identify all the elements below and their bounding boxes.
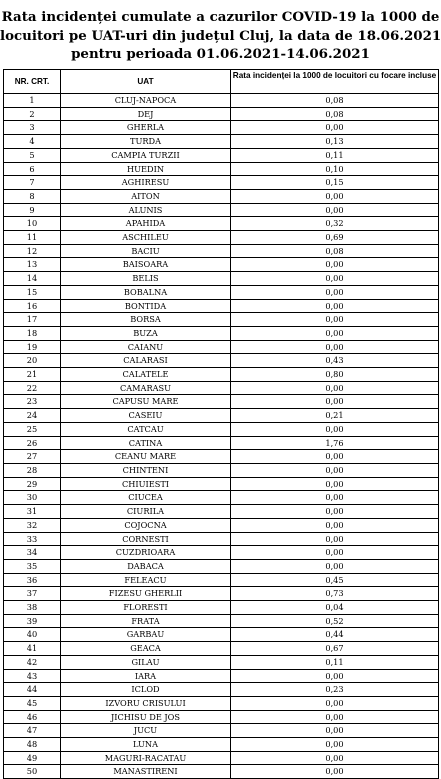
table-row — [4, 751, 439, 765]
cell-incidence-rate: 0,00 — [231, 121, 439, 135]
cell-uat: CEANU MARE — [61, 450, 231, 464]
cell-nr-crt: 15 — [4, 285, 61, 299]
cell-uat: CIUCEA — [61, 491, 231, 505]
cell-uat: CAPUSU MARE — [61, 395, 231, 409]
cell-incidence-rate: 0,00 — [231, 724, 439, 738]
cell-uat: FRATA — [61, 614, 231, 628]
table-row — [4, 272, 439, 286]
cell-nr-crt: 42 — [4, 655, 61, 669]
cell-uat: FELEACU — [61, 573, 231, 587]
cell-uat: CHIUIESTI — [61, 477, 231, 491]
cell-nr-crt: 32 — [4, 518, 61, 532]
table-row — [4, 532, 439, 546]
table-row — [4, 518, 439, 532]
cell-nr-crt: 1 — [4, 94, 61, 108]
cell-incidence-rate: 0,00 — [231, 505, 439, 519]
cell-uat: DEJ — [61, 107, 231, 121]
cell-incidence-rate: 0,00 — [231, 258, 439, 272]
cell-incidence-rate: 0,00 — [231, 189, 439, 203]
table-row — [4, 450, 439, 464]
cell-uat: JICHISU DE JOS — [61, 710, 231, 724]
cell-uat: ICLOD — [61, 683, 231, 697]
cell-nr-crt: 31 — [4, 505, 61, 519]
table-row — [4, 422, 439, 436]
cell-nr-crt: 9 — [4, 203, 61, 217]
cell-nr-crt: 36 — [4, 573, 61, 587]
cell-uat: TURDA — [61, 135, 231, 149]
title-line-1: Rata incidenței cumulate a cazurilor COVID-19 la 1000 de — [1, 9, 440, 25]
cell-uat: FIZESU GHERLII — [61, 587, 231, 601]
cell-nr-crt: 29 — [4, 477, 61, 491]
cell-incidence-rate: 0,00 — [231, 751, 439, 765]
cell-uat: BUZA — [61, 326, 231, 340]
cell-uat: GEACA — [61, 642, 231, 656]
cell-incidence-rate: 0,00 — [231, 669, 439, 683]
cell-incidence-rate: 0,32 — [231, 217, 439, 231]
cell-nr-crt: 48 — [4, 738, 61, 752]
table-row — [4, 94, 439, 108]
cell-uat: CATCAU — [61, 422, 231, 436]
table-row — [4, 587, 439, 601]
cell-nr-crt: 21 — [4, 368, 61, 382]
cell-incidence-rate: 0,00 — [231, 738, 439, 752]
cell-uat: AITON — [61, 189, 231, 203]
cell-nr-crt: 5 — [4, 148, 61, 162]
cell-nr-crt: 2 — [4, 107, 61, 121]
cell-nr-crt: 3 — [4, 121, 61, 135]
cell-uat: CLUJ-NAPOCA — [61, 94, 231, 108]
table-row — [4, 738, 439, 752]
table-row — [4, 354, 439, 368]
cell-incidence-rate: 0,08 — [231, 107, 439, 121]
table-row — [4, 203, 439, 217]
table-row — [4, 683, 439, 697]
cell-incidence-rate: 0,00 — [231, 422, 439, 436]
header-uat: UAT — [61, 70, 231, 94]
table-row — [4, 340, 439, 354]
cell-nr-crt: 34 — [4, 546, 61, 560]
cell-uat: CALARASI — [61, 354, 231, 368]
table-row — [4, 381, 439, 395]
cell-incidence-rate: 0,00 — [231, 395, 439, 409]
title-line-3: pentru perioada 01.06.2021-14.06.2021 — [71, 46, 370, 62]
table-row — [4, 436, 439, 450]
cell-nr-crt: 7 — [4, 176, 61, 190]
cell-nr-crt: 37 — [4, 587, 61, 601]
cell-incidence-rate: 0,00 — [231, 272, 439, 286]
cell-incidence-rate: 0,00 — [231, 491, 439, 505]
cell-nr-crt: 33 — [4, 532, 61, 546]
cell-uat: BONTIDA — [61, 299, 231, 313]
cell-nr-crt: 17 — [4, 313, 61, 327]
cell-uat: MAGURI-RACATAU — [61, 751, 231, 765]
cell-nr-crt: 22 — [4, 381, 61, 395]
cell-nr-crt: 27 — [4, 450, 61, 464]
table-row — [4, 135, 439, 149]
cell-incidence-rate: 0,00 — [231, 765, 439, 779]
table-row — [4, 628, 439, 642]
cell-nr-crt: 26 — [4, 436, 61, 450]
title-line-2: locuitori pe UAT-uri din județul Cluj, la data de 18.06.2021 — [0, 27, 441, 44]
cell-incidence-rate: 0,00 — [231, 326, 439, 340]
table-row — [4, 669, 439, 683]
cell-nr-crt: 8 — [4, 189, 61, 203]
cell-incidence-rate: 0,00 — [231, 381, 439, 395]
table-row — [4, 121, 439, 135]
cell-uat: BAISOARA — [61, 258, 231, 272]
cell-uat: CHINTENI — [61, 463, 231, 477]
cell-incidence-rate: 1,76 — [231, 436, 439, 450]
cell-incidence-rate: 0,00 — [231, 532, 439, 546]
table-row — [4, 696, 439, 710]
cell-incidence-rate: 0,11 — [231, 148, 439, 162]
cell-incidence-rate: 0,43 — [231, 354, 439, 368]
cell-uat: JUCU — [61, 724, 231, 738]
table-row — [4, 724, 439, 738]
cell-uat: FLORESTI — [61, 601, 231, 615]
table-row — [4, 368, 439, 382]
cell-uat: CAMARASU — [61, 381, 231, 395]
cell-uat: CAIANU — [61, 340, 231, 354]
cell-nr-crt: 18 — [4, 326, 61, 340]
table-row — [4, 765, 439, 779]
cell-nr-crt: 10 — [4, 217, 61, 231]
cell-uat: CIURILA — [61, 505, 231, 519]
cell-uat: IZVORU CRISULUI — [61, 696, 231, 710]
cell-uat: LUNA — [61, 738, 231, 752]
cell-nr-crt: 39 — [4, 614, 61, 628]
cell-incidence-rate: 0,00 — [231, 463, 439, 477]
cell-uat: AGHIRESU — [61, 176, 231, 190]
cell-incidence-rate: 0,15 — [231, 176, 439, 190]
cell-incidence-rate: 0,67 — [231, 642, 439, 656]
table-row — [4, 409, 439, 423]
cell-uat: CALATELE — [61, 368, 231, 382]
cell-nr-crt: 23 — [4, 395, 61, 409]
cell-incidence-rate: 0,10 — [231, 162, 439, 176]
cell-nr-crt: 20 — [4, 354, 61, 368]
cell-incidence-rate: 0,00 — [231, 313, 439, 327]
table-row — [4, 601, 439, 615]
cell-uat: HUEDIN — [61, 162, 231, 176]
cell-uat: DABACA — [61, 559, 231, 573]
incidence-table — [3, 69, 439, 779]
cell-nr-crt: 43 — [4, 669, 61, 683]
table-row — [4, 189, 439, 203]
cell-incidence-rate: 0,00 — [231, 710, 439, 724]
cell-incidence-rate: 0,08 — [231, 244, 439, 258]
header-nr-crt: NR. CRT. — [4, 70, 61, 94]
cell-incidence-rate: 0,11 — [231, 655, 439, 669]
table-row — [4, 395, 439, 409]
cell-incidence-rate: 0,00 — [231, 299, 439, 313]
cell-nr-crt: 13 — [4, 258, 61, 272]
cell-uat: ASCHILEU — [61, 231, 231, 245]
table-row — [4, 614, 439, 628]
cell-nr-crt: 16 — [4, 299, 61, 313]
table-row — [4, 162, 439, 176]
table-row — [4, 710, 439, 724]
cell-uat: CATINA — [61, 436, 231, 450]
cell-incidence-rate: 0,21 — [231, 409, 439, 423]
cell-uat: GILAU — [61, 655, 231, 669]
cell-nr-crt: 38 — [4, 601, 61, 615]
cell-uat: MANASTIRENI — [61, 765, 231, 779]
cell-nr-crt: 35 — [4, 559, 61, 573]
cell-nr-crt: 6 — [4, 162, 61, 176]
table-row — [4, 477, 439, 491]
cell-incidence-rate: 0,45 — [231, 573, 439, 587]
table-row — [4, 655, 439, 669]
cell-nr-crt: 41 — [4, 642, 61, 656]
cell-uat: CASEIU — [61, 409, 231, 423]
table-row — [4, 231, 439, 245]
cell-nr-crt: 4 — [4, 135, 61, 149]
cell-incidence-rate: 0,13 — [231, 135, 439, 149]
cell-incidence-rate: 0,00 — [231, 477, 439, 491]
document-title — [0, 8, 441, 64]
table-row — [4, 505, 439, 519]
table-row — [4, 463, 439, 477]
cell-incidence-rate: 0,52 — [231, 614, 439, 628]
cell-nr-crt: 11 — [4, 231, 61, 245]
cell-uat: ALUNIS — [61, 203, 231, 217]
cell-incidence-rate: 0,00 — [231, 696, 439, 710]
cell-uat: CAMPIA TURZII — [61, 148, 231, 162]
cell-nr-crt: 45 — [4, 696, 61, 710]
table-row — [4, 258, 439, 272]
table-row — [4, 546, 439, 560]
table-row — [4, 299, 439, 313]
cell-nr-crt: 30 — [4, 491, 61, 505]
cell-uat: BACIU — [61, 244, 231, 258]
table-header-row — [4, 70, 439, 94]
table-row — [4, 491, 439, 505]
table-row — [4, 313, 439, 327]
cell-incidence-rate: 0,73 — [231, 587, 439, 601]
cell-incidence-rate: 0,00 — [231, 285, 439, 299]
cell-uat: COJOCNA — [61, 518, 231, 532]
table-row — [4, 176, 439, 190]
cell-nr-crt: 46 — [4, 710, 61, 724]
cell-nr-crt: 47 — [4, 724, 61, 738]
cell-nr-crt: 24 — [4, 409, 61, 423]
cell-uat: BOBALNA — [61, 285, 231, 299]
cell-incidence-rate: 0,00 — [231, 559, 439, 573]
cell-uat: APAHIDA — [61, 217, 231, 231]
cell-uat: BORSA — [61, 313, 231, 327]
table-row — [4, 148, 439, 162]
cell-nr-crt: 19 — [4, 340, 61, 354]
cell-incidence-rate: 0,00 — [231, 450, 439, 464]
cell-uat: CORNESTI — [61, 532, 231, 546]
cell-incidence-rate: 0,23 — [231, 683, 439, 697]
cell-incidence-rate: 0,08 — [231, 94, 439, 108]
cell-incidence-rate: 0,00 — [231, 518, 439, 532]
table-row — [4, 244, 439, 258]
table-row — [4, 573, 439, 587]
cell-incidence-rate: 0,00 — [231, 203, 439, 217]
header-incidence-rate: Rata incidenței la 1000 de locuitori cu focare incluse — [231, 70, 439, 94]
cell-nr-crt: 28 — [4, 463, 61, 477]
cell-incidence-rate: 0,80 — [231, 368, 439, 382]
table-row — [4, 559, 439, 573]
cell-incidence-rate: 0,69 — [231, 231, 439, 245]
cell-nr-crt: 49 — [4, 751, 61, 765]
cell-nr-crt: 40 — [4, 628, 61, 642]
cell-uat: GHERLA — [61, 121, 231, 135]
cell-uat: IARA — [61, 669, 231, 683]
cell-nr-crt: 14 — [4, 272, 61, 286]
cell-incidence-rate: 0,00 — [231, 546, 439, 560]
cell-uat: CUZDRIOARA — [61, 546, 231, 560]
cell-incidence-rate: 0,00 — [231, 340, 439, 354]
table-row — [4, 642, 439, 656]
table-row — [4, 326, 439, 340]
cell-uat: GARBAU — [61, 628, 231, 642]
cell-nr-crt: 50 — [4, 765, 61, 779]
cell-nr-crt: 44 — [4, 683, 61, 697]
cell-incidence-rate: 0,44 — [231, 628, 439, 642]
table-row — [4, 285, 439, 299]
table-row — [4, 107, 439, 121]
cell-uat: BELIS — [61, 272, 231, 286]
cell-nr-crt: 25 — [4, 422, 61, 436]
cell-nr-crt: 12 — [4, 244, 61, 258]
table-row — [4, 217, 439, 231]
table-body — [4, 94, 439, 779]
cell-incidence-rate: 0,04 — [231, 601, 439, 615]
